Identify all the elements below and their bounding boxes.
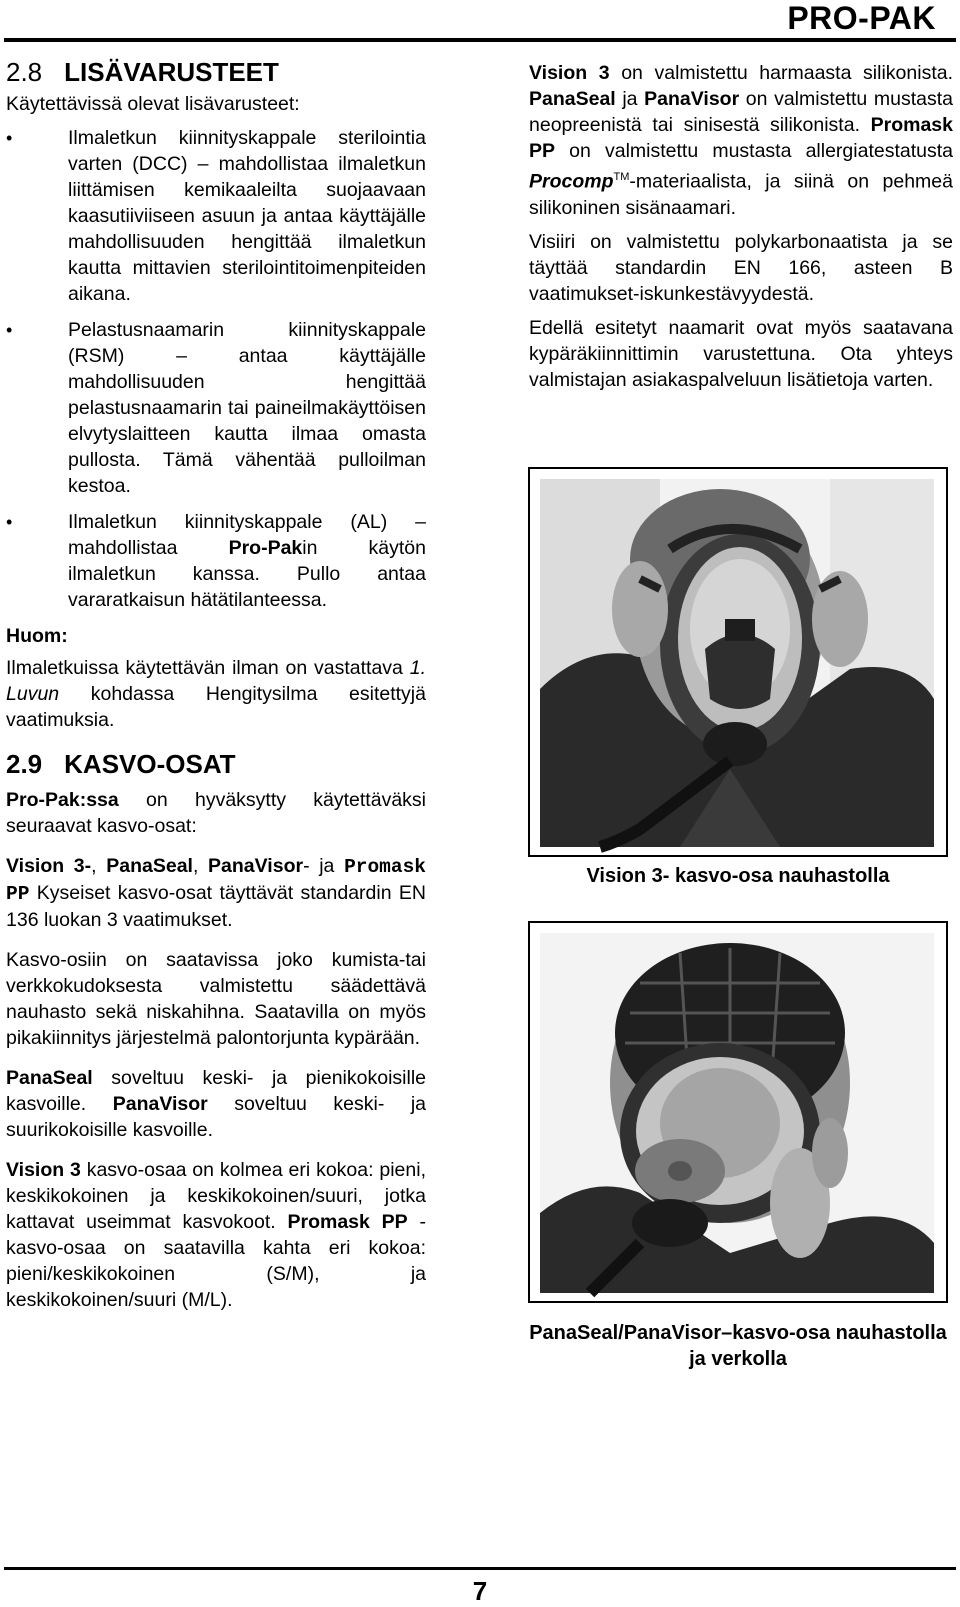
panaseal-panavisor-photo: [528, 921, 948, 1303]
helmet-mount-para: Edellä esitetyt naamarit ovat myös saatavana kypäräkiinnittimin varustettuna. Ota yhteys valmistajan asiakaspalveluun lisätietoja varten.: [529, 316, 953, 391]
header-rule: [4, 38, 956, 42]
note-label: Huom:: [6, 625, 68, 647]
accessory-item-dcc: • Ilmaletkun kiinnityskappale sterilointia varten (DCC) – mahdollistaa ilmaletkun liittämisen kemikaaleilta suojaavaan kaasutiiviiseen asuun ja antaa käyttäjälle mahdollisuuden hengittää ilmaletkun kautta mittavien sterilointitoimenpiteiden aikana.: [6, 125, 426, 307]
harness-para: Kasvo-osiin on saatavissa joko kumista-tai verkkokudoksesta valmistettu säädettävä nauhasto sekä niskahihna. Saatavilla on myös pikakiinnitys järjestelmä palontorjunta kypärään.: [6, 949, 426, 1049]
vision3-photo: [528, 467, 948, 857]
footer-rule: [4, 1567, 956, 1570]
accessory-item-rsm: • Pelastusnaamarin kiinnityskappale (RSM) – antaa käyttäjälle mahdollisuuden hengittää pelastusnaamarin tai paineilmakäyttöisen elvytyslaitteen kautta ilmaa omasta pullosta. Tämä vähentää pulloilman kestoa.: [6, 317, 426, 499]
visor-para: Visiiri on valmistettu polykarbonaatista ja se täyttää standardin EN 166, asteen B vaatimukset-iskunkestävyydestä.: [529, 230, 953, 305]
note-text: Ilmaletkuissa käytettävän ilman on vastattava 1. Luvun kohdassa Hengitysilma esitettyjä vaatimuksia.: [6, 657, 426, 731]
page-number: 7: [472, 1576, 488, 1606]
panaseal-caption: PanaSeal/PanaVisor–kasvo-osa nauhastolla ja verkolla: [529, 1322, 947, 1370]
vision3-caption: Vision 3- kasvo-osa nauhastolla: [586, 865, 890, 887]
section-28-number: 2.8: [6, 57, 43, 87]
panaseal-photo-illustration: [530, 923, 946, 1301]
materials-para: Vision 3 on valmistettu harmaasta silikonista. PanaSeal ja PanaVisor on valmistettu mustasta neopreenistä tai sinisestä silikonista. Promask PP on valmistettu mustasta allergiatestatusta Procomp™-materiaalista, ja siinä on pehmeä silikoninen sisänaamari.: [529, 62, 953, 219]
section-28-intro: Käytettävissä olevat lisävarusteet:: [6, 93, 300, 115]
right-column: [529, 60, 953, 393]
section-29-title: KASVO-OSAT: [64, 749, 236, 779]
vision3-photo-illustration: [530, 469, 946, 855]
sizes-para: Vision 3 kasvo-osaa on kolmea eri kokoa: pieni, keskikokoinen ja keskikokoinen/suuri, jotka kattavat useimmat kasvokoot. Promask PP - kasvo-osaa on saatavilla kahta eri kokoa: pieni/keskikokoinen (S/M), ja keskikokoinen/suuri (M/L).: [6, 1159, 427, 1311]
section-29-number: 2.9: [6, 749, 43, 779]
facepiece-approved-para: Pro-Pak:ssa on hyväksytty käytettäväksi seuraavat kasvo-osat:: [6, 789, 426, 837]
panaseal-panavisor-para: PanaSeal soveltuu keski- ja pienikokoisille kasvoille. PanaVisor soveltuu keski- ja suurikokoisille kasvoille.: [6, 1067, 427, 1141]
accessory-item-al: • Ilmaletkun kiinnityskappale (AL) – mahdollistaa Pro-Pakin käytön ilmaletkun kanssa. Pullo antaa vararatkaisun hätätilanteessa.: [6, 509, 426, 613]
section-28-heading: [6, 55, 426, 89]
facepiece-models-para: Vision 3-, PanaSeal, PanaVisor- ja Promask PP Kyseiset kasvo-osat täyttävät standardin EN 136 luokan 3 vaatimukset.: [6, 855, 426, 931]
section-28-title: LISÄVARUSTEET: [64, 57, 279, 87]
section-29-heading: [6, 747, 426, 781]
left-column: [6, 55, 426, 1313]
accessory-list: [6, 125, 426, 613]
header-title: PRO-PAK: [787, 0, 936, 36]
